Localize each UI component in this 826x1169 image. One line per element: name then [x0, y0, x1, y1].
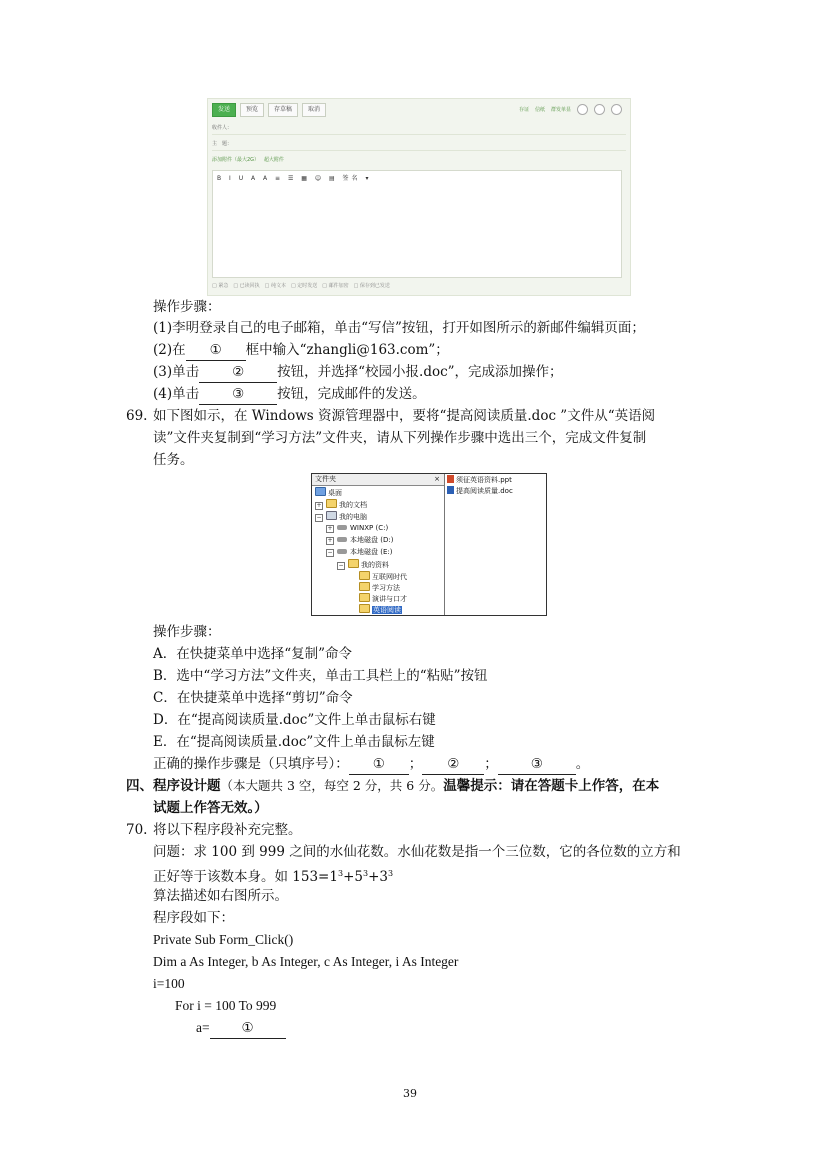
tree-drive-e[interactable]: − 本地磁盘 (E:): [327, 548, 393, 556]
link-evidence[interactable]: 存证: [518, 107, 529, 113]
email-right-links: [519, 104, 622, 115]
q70-line3: 正好等于该数本身。如 $153=1^3+5^3+3^3$: [153, 869, 394, 885]
blank-1: ①: [186, 340, 246, 361]
code-line-1: Private Sub Form_Click(): [153, 932, 294, 947]
ops68-step4: (4)单击 ③ 按钮，完成邮件的发送。: [153, 384, 426, 405]
q69-line3: 任务。: [153, 452, 194, 468]
tree-english-reading[interactable]: 英语阅读: [359, 604, 402, 615]
folder-pane-title: 文件夹: [315, 475, 336, 483]
q70-line1: 将以下程序段补充完整。: [153, 822, 302, 838]
recipient-label: 收件人：: [212, 125, 233, 131]
tree-speech[interactable]: 演讲与口才: [359, 593, 407, 604]
close-icon[interactable]: ×: [434, 475, 440, 483]
answer-blank-1: ①: [349, 754, 409, 775]
collapse-icon[interactable]: −: [327, 549, 333, 556]
ops69-option-b: B．选中“学习方法”文件夹，单击工具栏上的“粘贴”按钮: [153, 668, 488, 684]
tree-my-computer[interactable]: − 我的电脑: [316, 513, 367, 521]
desktop-icon: [315, 487, 326, 496]
code-line-2: Dim a As Integer, b As Integer, c As Integer, i As Integer: [153, 954, 459, 969]
doc-file-icon: [447, 486, 454, 494]
expand-icon[interactable]: +: [316, 502, 322, 509]
recipient-field[interactable]: [212, 123, 626, 135]
tree-desktop[interactable]: 桌面: [315, 487, 342, 498]
email-toolbar: [212, 103, 326, 117]
folder-icon: [348, 559, 359, 568]
subject-field[interactable]: [212, 139, 626, 151]
folder-icon: [326, 499, 337, 508]
answer-blank-3: ③: [498, 754, 576, 775]
ops69-option-a: A．在快捷菜单中选择“复制”命令: [153, 646, 353, 662]
file-doc[interactable]: 提高阅读质量.doc: [447, 486, 513, 496]
chart-icon[interactable]: [577, 104, 588, 115]
ops68-step1: (1)李明登录自己的电子邮箱，单击“写信”按钮，打开如图所示的新邮件编辑页面；: [153, 320, 645, 336]
send-button[interactable]: 发送: [212, 103, 236, 117]
email-editor-screenshot: [207, 98, 631, 296]
folder-icon: [359, 593, 370, 602]
code-line-4: For i = 100 To 999: [175, 998, 277, 1013]
tree-drive-c[interactable]: + WINXP (C:): [327, 524, 389, 532]
folder-pane-header: [312, 474, 444, 486]
link-stationery[interactable]: 信纸: [534, 107, 545, 113]
open-folder-icon: [359, 604, 370, 613]
link-group-send[interactable]: 群发单显: [550, 107, 571, 113]
section4-heading: 四、程序设计题（本大题共 3 空，每空 2 分，共 6 分。温馨提示：请在答题卡上作答，在本: [126, 778, 660, 794]
tree-study-methods[interactable]: 学习方法: [359, 582, 400, 593]
blank-3: ③: [199, 384, 277, 405]
q70-line2: 问题：求 100 到 999 之间的水仙花数。水仙花数是指一个三位数，它的各位数的立方和: [153, 844, 681, 860]
collapse-icon[interactable]: −: [316, 514, 322, 521]
blank-2: ②: [199, 362, 277, 383]
q70-line5: 程序段如下：: [153, 910, 234, 926]
drive-icon: [337, 537, 347, 542]
drive-icon: [337, 549, 347, 554]
ops69-option-d: D．在“提高阅读质量.doc”文件上单击鼠标右键: [153, 712, 436, 728]
cancel-button[interactable]: 取消: [302, 103, 326, 117]
preview-button[interactable]: 预览: [240, 103, 264, 117]
tree-my-documents[interactable]: + 我的文档: [316, 501, 367, 509]
ops69-option-e: E．在“提高阅读质量.doc”文件上单击鼠标左键: [153, 734, 435, 750]
page-number: 39: [403, 1087, 417, 1100]
large-attachment-button[interactable]: 超大附件: [263, 157, 284, 163]
ops69-header: 操作步骤：: [153, 624, 221, 640]
ops69-option-c: C．在快捷菜单中选择“剪切”命令: [153, 690, 353, 706]
explorer-screenshot: [311, 473, 547, 616]
tree-my-materials[interactable]: − 我的资料: [338, 561, 389, 569]
q70-line4: 算法描述如右图所示。: [153, 888, 288, 904]
expand-icon[interactable]: +: [327, 537, 333, 544]
attachment-row: [212, 155, 626, 166]
folder-icon: [359, 582, 370, 591]
email-body-editor[interactable]: [212, 170, 622, 278]
drive-icon: [337, 525, 347, 530]
q69-line1: 如下图如示，在 Windows 资源管理器中，要将“提高阅读质量.doc ”文件从“英语阅: [153, 408, 656, 424]
folder-icon: [359, 571, 370, 580]
code-blank-1: ①: [210, 1018, 286, 1039]
code-line-3: i=100: [153, 976, 185, 991]
file-ppt[interactable]: 须征英语资料.ppt: [447, 475, 512, 485]
gear-icon[interactable]: [594, 104, 605, 115]
section4-heading-cont: 试题上作答无效。）: [153, 800, 268, 816]
collapse-icon[interactable]: −: [338, 562, 344, 569]
save-draft-button[interactable]: 存草稿: [268, 103, 298, 117]
q70-number: 70.: [126, 822, 148, 838]
format-toolbar[interactable]: B I U A A ≡ ☰ ▦ ☺ ▤ 签名 ▾: [217, 175, 372, 182]
add-contact-icon[interactable]: [611, 104, 622, 115]
tree-internet-era[interactable]: 互联网时代: [359, 571, 407, 582]
q69-line2: 读”文件夹复制到“学习方法”文件夹，请从下列操作步骤中选出三个，完成文件复制: [153, 430, 647, 446]
ppt-file-icon: [447, 475, 454, 483]
code-line-5: a= ①: [196, 1018, 286, 1039]
answer-blank-2: ②: [422, 754, 484, 775]
ops68-step2: (2)在 ① 框中输入“zhangli@163.com”；: [153, 340, 449, 361]
ops68-header: 操作步骤：: [153, 299, 221, 315]
send-options[interactable]: □ 紧急 □ 已读回执 □ 纯文本 □ 定时发送 □ 邮件加密 □ 保存到已发送: [212, 283, 390, 289]
q69-number: 69.: [126, 408, 148, 424]
ops69-answer: 正确的操作步骤是（只填序号）： ① ； ② ； ③ 。: [153, 754, 589, 775]
ops68-step3: (3)单击 ② 按钮，并选择“校园小报.doc”，完成添加操作；: [153, 362, 563, 383]
subject-label: 主 题：: [212, 141, 233, 147]
folder-pane: [312, 474, 445, 615]
computer-icon: [326, 511, 337, 520]
expand-icon[interactable]: +: [327, 525, 333, 532]
tree-drive-d[interactable]: + 本地磁盘 (D:): [327, 536, 394, 544]
add-attachment-button[interactable]: 添加附件（最大2G）: [212, 157, 260, 163]
